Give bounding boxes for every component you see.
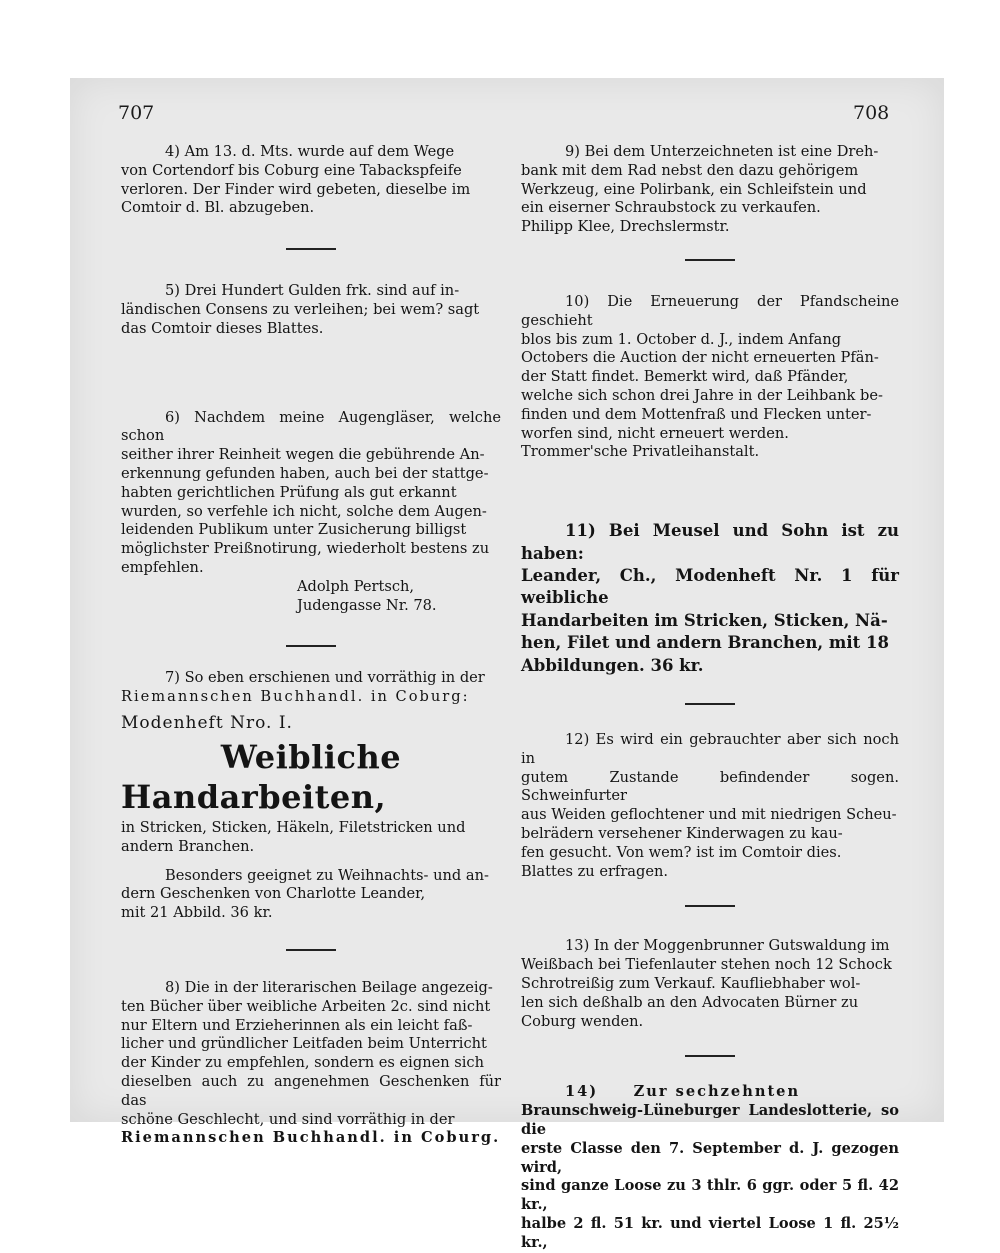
- ad-8-line: licher und gründlicher Leitfaden beim Unterricht: [121, 1035, 487, 1053]
- ad-7-title: Weibliche Handarbeiten,: [121, 737, 402, 816]
- ad-9-line: Werkzeug, eine Polirbank, ein Schleifstein und: [521, 180, 867, 198]
- ad-10-line: finden und dem Mottenfraß und Flecken unter-: [521, 405, 872, 423]
- ad-7: [121, 669, 501, 923]
- ad-6: [121, 409, 501, 616]
- ad-8-line: nur Eltern und Erzieherinnen als ein leicht faß-: [121, 1016, 473, 1034]
- ad-6-signature-address: Judengasse Nr. 78.: [297, 596, 437, 614]
- ad-7-note-line: Besonders geeignet zu Weihnachts- und an-: [165, 866, 489, 884]
- right-column: [521, 143, 899, 1253]
- ad-7-desc-line: in Stricken, Sticken, Häkeln, Filetstricken und: [121, 818, 466, 836]
- ad-8-line: Riemannschen Buchhandl. in Coburg.: [121, 1129, 501, 1147]
- ad-14-line: halbe 2 fl. 51 kr. und viertel Loose 1 fl. 25½ kr.,: [521, 1214, 899, 1251]
- ad-11-line: Abbildungen. 36 kr.: [521, 655, 704, 675]
- ad-13-line: Weißbach bei Tiefenlauter stehen noch 12 Schock: [521, 956, 892, 974]
- ad-12-line: fen gesucht. Von wem? ist im Comtoir dies.: [521, 843, 842, 861]
- ad-6-line: erkennung gefunden haben, auch bei der stattge-: [121, 464, 489, 482]
- ad-10-line: Octobers die Auction der nicht erneuerten Pfän-: [521, 349, 879, 367]
- ad-14-heading: 14) Zur sechzehnten: [565, 1083, 801, 1101]
- ad-11: [521, 520, 899, 677]
- ad-7-note-line: mit 21 Abbild. 36 kr.: [121, 904, 273, 922]
- ad-6-line: seither ihrer Reinheit wegen die gebührende An-: [121, 446, 485, 464]
- ad-7-line: 7) So eben erschienen und vorräthig in der: [165, 669, 485, 687]
- ad-6-line: möglichster Preißnotirung, wiederholt bestens zu: [121, 540, 490, 558]
- ad-10-line: worfen sind, nicht erneuert werden.: [521, 424, 789, 442]
- ad-10-line: welche sich schon drei Jahre in der Leihbank be-: [521, 386, 883, 404]
- ad-12-line: aus Weiden geflochtener und mit niedrigen Scheu-: [521, 806, 897, 824]
- ad-14-line: erste Classe den 7. September d. J. gezogen wird,: [521, 1139, 899, 1176]
- ad-14: [521, 1083, 899, 1252]
- ad-13-line: len sich deßhalb an den Advocaten Bürner zu: [521, 993, 859, 1011]
- page-number-left: 707: [118, 102, 155, 124]
- ad-8: [121, 979, 501, 1148]
- ad-13-line: 13) In der Moggenbrunner Gutswaldung im: [565, 937, 890, 955]
- ad-11-line: hen, Filet und andern Branchen, mit 18: [521, 633, 889, 653]
- ad-4-line: Comtoir d. Bl. abzugeben.: [121, 199, 315, 217]
- ad-13-line: Coburg wenden.: [521, 1012, 644, 1030]
- ad-10: [521, 293, 899, 462]
- ad-10-line: der Statt findet. Bemerkt wird, daß Pfänder,: [521, 368, 849, 386]
- ad-8-line: ten Bücher über weibliche Arbeiten 2c. sind nicht: [121, 997, 491, 1015]
- ad-7-note-line: dern Geschenken von Charlotte Leander,: [121, 885, 426, 903]
- ad-5-line: das Comtoir dieses Blattes.: [121, 319, 324, 337]
- ad-13-line: Schrotreißig zum Verkauf. Kaufliebhaber wol-: [521, 974, 861, 992]
- ad-8-line: schöne Geschlecht, und sind vorräthig in der: [121, 1110, 455, 1128]
- ad-11-line: Handarbeiten im Stricken, Sticken, Nä-: [521, 610, 888, 630]
- ad-9: [521, 143, 899, 237]
- ad-9-line: bank mit dem Rad nebst den dazu gehörigem: [521, 161, 859, 179]
- ad-4-line: von Cortendorf bis Coburg eine Tabackspfeife: [121, 161, 462, 179]
- ad-6-line: empfehlen.: [121, 558, 204, 576]
- ad-14-line: sind ganze Loose zu 3 thlr. 6 ggr. oder 5 fl. 42 kr.,: [521, 1177, 899, 1214]
- ad-5: [121, 282, 501, 338]
- ad-10-line: blos bis zum 1. October d. J., indem Anfang: [521, 330, 842, 348]
- ad-9-signature: Philipp Klee, Drechslermstr.: [521, 218, 730, 236]
- ad-12-line: gutem Zustande befindender sogen. Schweinfurter: [521, 768, 899, 805]
- ad-6-line: leidenden Publikum unter Zusicherung billigst: [121, 521, 467, 539]
- page-number-right: 708: [853, 102, 890, 124]
- ad-10-line: 10) Die Erneuerung der Pfandscheine geschieht: [521, 292, 899, 329]
- ad-11-line: 11) Bei Meusel und Sohn ist zu haben:: [521, 521, 899, 563]
- ad-4: [121, 143, 501, 218]
- ad-8-line: 8) Die in der literarischen Beilage angezeig-: [165, 978, 493, 996]
- ad-6-line: habten gerichtlichen Prüfung als gut erkannt: [121, 483, 457, 501]
- ad-9-line: 9) Bei dem Unterzeichneten ist eine Dreh-: [565, 143, 879, 160]
- ad-5-line: 5) Drei Hundert Gulden frk. sind auf in-: [165, 282, 460, 300]
- ad-11-line: Leander, Ch., Modenheft Nr. 1 für weibliche: [521, 565, 899, 608]
- ad-6-line: wurden, so verfehle ich nicht, solche dem Augen-: [121, 502, 487, 520]
- ad-9-line: ein eiserner Schraubstock zu verkaufen.: [521, 199, 821, 217]
- ad-7-subheading: Modenheft Nro. I.: [121, 712, 293, 733]
- ad-12-line: Blattes zu erfragen.: [521, 862, 669, 880]
- ad-6-line: 6) Nachdem meine Augengläser, welche schon: [121, 408, 501, 445]
- ad-4-line: 4) Am 13. d. Mts. wurde auf dem Wege: [165, 143, 455, 160]
- ad-12-line: 12) Es wird ein gebrauchter aber sich noch in: [521, 731, 899, 767]
- ad-5-line: ländischen Consens zu verleihen; bei wem? sagt: [121, 300, 480, 318]
- ad-7-line: Riemannschen Buchhandl. in Coburg:: [121, 688, 470, 706]
- ad-7-desc-line: andern Branchen.: [121, 837, 255, 855]
- ad-8-line: der Kinder zu empfehlen, sondern es eignen sich: [121, 1054, 484, 1072]
- ad-4-line: verloren. Der Finder wird gebeten, dieselbe im: [121, 180, 471, 198]
- ad-12-line: belrädern versehener Kinderwagen zu kau-: [521, 824, 843, 842]
- ad-12: [521, 731, 899, 881]
- ad-14-line: Braunschweig-Lüneburger Landeslotterie, so die: [521, 1102, 899, 1138]
- ad-10-signature: Trommer'sche Privatleihanstalt.: [521, 443, 760, 461]
- left-column: [121, 143, 501, 1148]
- ad-8-line: dieselben auch zu angenehmen Geschenken für das: [121, 1072, 501, 1109]
- ad-6-signature-name: Adolph Pertsch,: [297, 577, 415, 595]
- ad-13: [521, 937, 899, 1031]
